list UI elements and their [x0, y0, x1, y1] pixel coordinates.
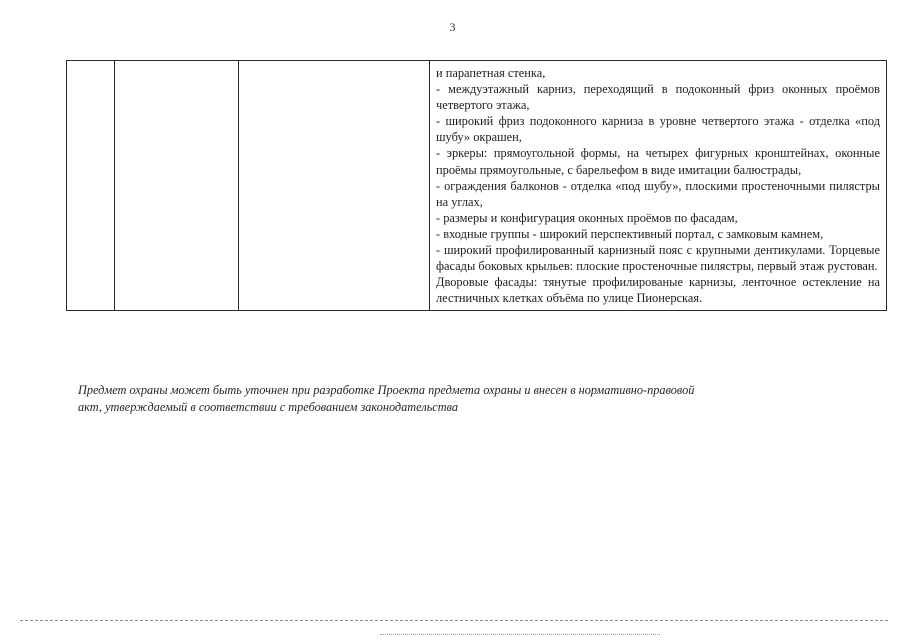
- protection-table: [66, 60, 887, 311]
- description-line: - междуэтажный карниз, переходящий в подоконный фриз оконных проёмов четвертого этажа,: [436, 82, 880, 113]
- bottom-divider: [20, 620, 888, 621]
- page-number: 3: [449, 20, 456, 34]
- table-cell-element: [239, 61, 430, 311]
- table-cell-object: [115, 61, 239, 311]
- description-line: - входные группы - широкий перспективный портал, с замковым камнем,: [436, 226, 824, 241]
- protection-note: [78, 382, 838, 416]
- description-line: Дворовые фасады: тянутые профилированые карнизы, ленточное остекление на лестничных клетках объёма по улице Пионерская.: [436, 275, 880, 306]
- description-line: - широкий фриз подоконного карниза в уровне четвертого этажа - отделка «под шубу» окрашен,: [436, 114, 880, 145]
- description-line: - широкий профилированный карнизный пояс с крупными дентикулами. Торцевые фасады боковых крыльев: плоские простеночные пилястры, первый этаж рустован.: [436, 243, 880, 274]
- table-cell-number: [67, 61, 115, 311]
- description-line: - ограждения балконов - отделка «под шубу», плоскими простеночными пилястры на углах,: [436, 178, 880, 209]
- scan-artifact: [380, 634, 660, 638]
- note-line: Предмет охраны может быть уточнен при разработке Проекта предмета охраны и внесен в нормативно-правовой: [78, 383, 695, 397]
- table-cell-description: [430, 61, 887, 311]
- table-row: [67, 61, 887, 311]
- description-line: и парапетная стенка,: [436, 66, 546, 80]
- description-line: - эркеры: прямоугольной формы, на четырех фигурных кронштейнах, оконные проёмы прямоугольные, с барельефом в виде имитации балюстрады,: [436, 146, 880, 177]
- note-line: акт, утверждаемый в соответствии с требованием законодательства: [78, 400, 459, 414]
- description-line: - размеры и конфигурация оконных проёмов по фасадам,: [436, 210, 738, 225]
